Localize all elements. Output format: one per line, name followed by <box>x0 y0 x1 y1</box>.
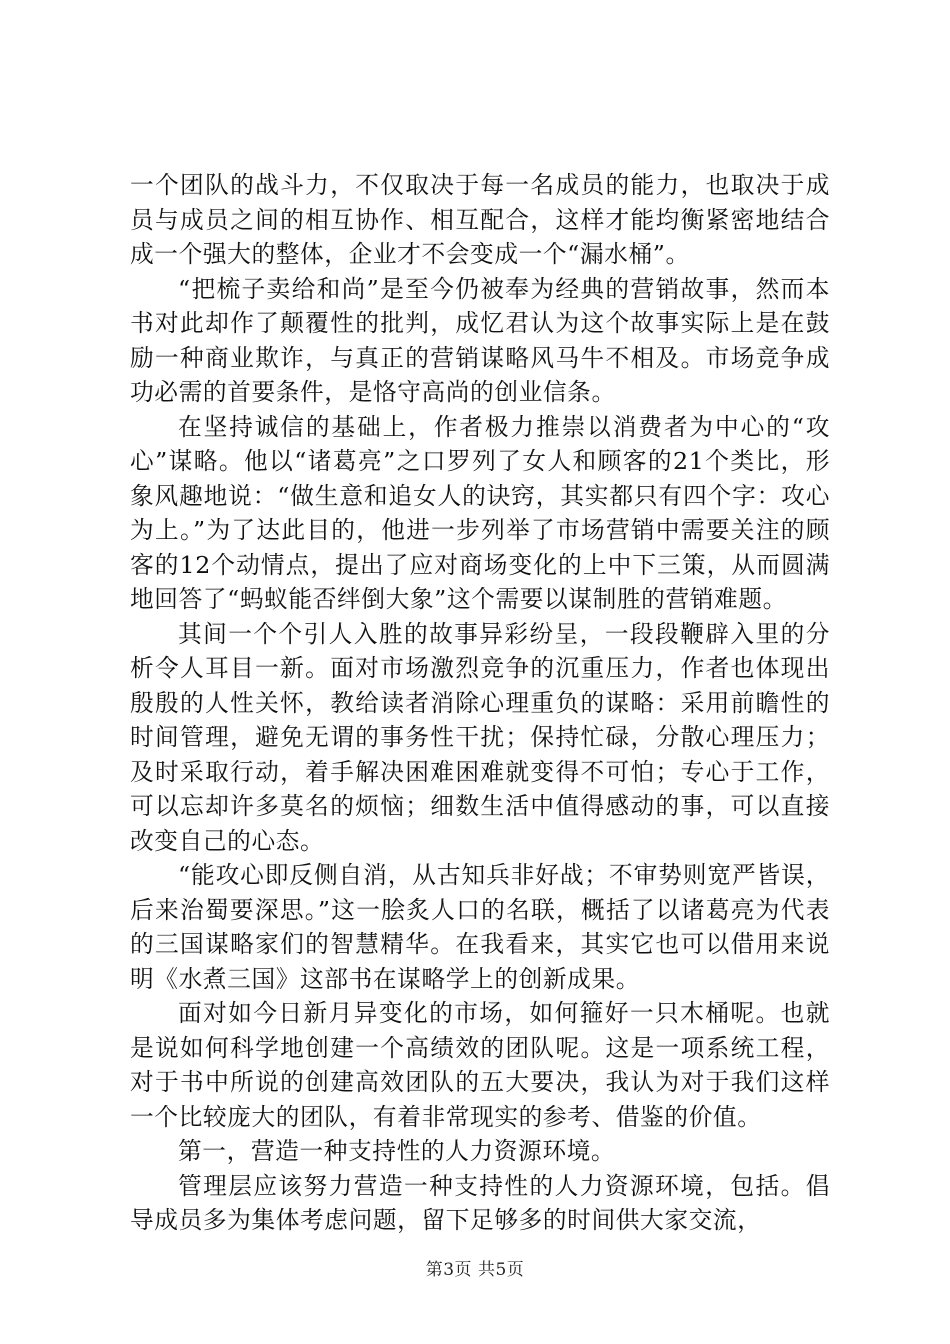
paragraph-6: 面对如今日新月异变化的市场，如何箍好一只木桶呢。也就是说如何科学地创建一个高绩效的团队呢。这是一项系统工程，对于书中所说的创建高效团队的五大要决，我认为对于我们这样一个比较庞大的团队，有着非常现实的参考、借鉴的价值。 <box>130 999 830 1131</box>
page-footer: 第3页 共5页 <box>425 1260 525 1280</box>
body-text <box>130 168 830 1238</box>
paragraph-3: 在坚持诚信的基础上，作者极力推崇以消费者为中心的“攻心”谋略。他以“诸葛亮”之口罗列了女人和顾客的21个类比，形象风趣地说：“做生意和追女人的诀窍，其实都只有四个字：攻心为上。”为了达此目的，他进一步列举了市场营销中需要关注的顾客的12个动情点，提出了应对商场变化的上中下三策，从而圆满地回答了“蚂蚁能否绊倒大象”这个需要以谋制胜的营销难题。 <box>130 412 830 613</box>
paragraph-8: 管理层应该努力营造一种支持性的人力资源环境，包括。倡导成员多为集体考虑问题，留下足够多的时间供大家交流， <box>130 1171 830 1234</box>
paragraph-5: “能攻心即反侧自消，从古知兵非好战；不审势则宽严皆误，后来治蜀要深思。”这一脍炙人口的名联，概括了以诸葛亮为代表的三国谋略家们的智慧精华。在我看来，其实它也可以借用来说明《水煮三国》这部书在谋略学上的创新成果。 <box>130 861 830 993</box>
paragraph-7: 第一，营造一种支持性的人力资源环境。 <box>178 1137 616 1165</box>
paragraph-2: “把梳子卖给和尚”是至今仍被奉为经典的营销故事，然而本书对此却作了颠覆性的批判，成忆君认为这个故事实际上是在鼓励一种商业欺诈，与真正的营销谋略风马牛不相及。市场竞争成功必需的首要条件，是恪守高尚的创业信条。 <box>130 274 830 406</box>
paragraph-4: 其间一个个引人入胜的故事异彩纷呈，一段段鞭辟入里的分析令人耳目一新。面对市场激烈竞争的沉重压力，作者也体现出殷殷的人性关怀，教给读者消除心理重负的谋略：采用前瞻性的时间管理，避免无谓的事务性干扰；保持忙碌，分散心理压力；及时采取行动，着手解决困难困难就变得不可怕；专心于工作，可以忘却许多莫名的烦恼；细数生活中值得感动的事，可以直接改变自己的心态。 <box>130 619 830 855</box>
paragraph-1: 一个团队的战斗力，不仅取决于每一名成员的能力，也取决于成员与成员之间的相互协作、相互配合，这样才能均衡紧密地结合成一个强大的整体，企业才不会变成一个“漏水桶”。 <box>130 171 830 268</box>
